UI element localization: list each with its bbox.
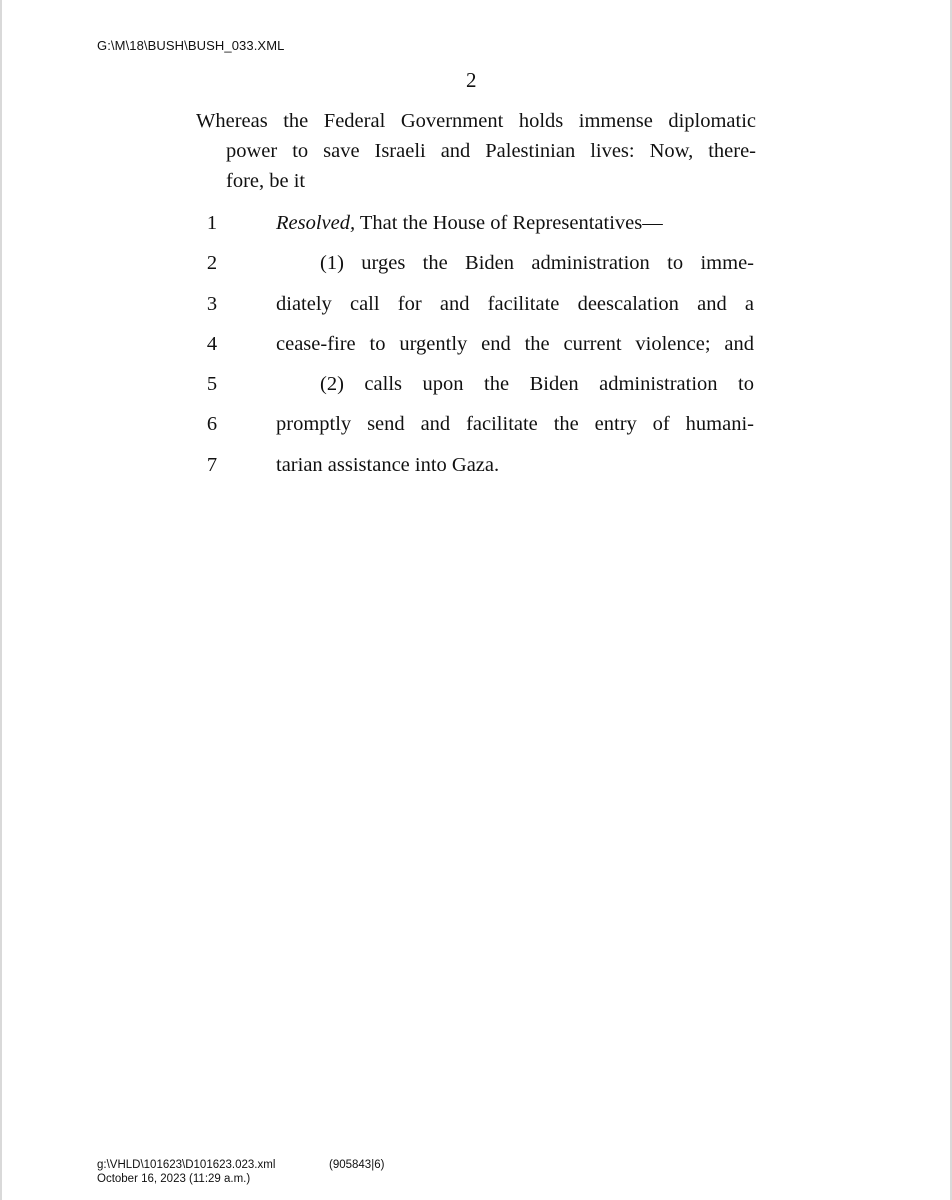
numbered-line [190, 409, 765, 449]
line-text: tarian assistance into Gaza. [276, 453, 500, 476]
document-footer [97, 1158, 384, 1186]
line-text: (2) calls upon the Biden administration to [320, 373, 754, 396]
resolved-label: Resolved, [276, 212, 356, 234]
whereas-line-1: Whereas the Federal Government holds immense diplomatic [196, 110, 756, 132]
line-text: (1) urges the Biden administration to imme- [320, 252, 754, 275]
file-path-header: G:\M\18\BUSH\BUSH_033.XML [97, 38, 285, 53]
line-number: 1 [206, 212, 218, 234]
resolved-text: That the House of Representatives— [355, 212, 663, 234]
resolution-body [190, 208, 765, 490]
line-number: 2 [206, 252, 218, 275]
line-number: 6 [206, 413, 218, 436]
line-text: diately call for and facilitate deescalation and a [276, 292, 754, 315]
whereas-clause [196, 106, 756, 196]
line-text: promptly send and facilitate the entry of humani- [276, 413, 754, 436]
numbered-line [190, 289, 765, 329]
numbered-line [190, 329, 765, 369]
line-text [276, 212, 754, 235]
line-number: 7 [206, 453, 218, 476]
line-number: 4 [206, 332, 218, 355]
footer-file-path: g:\VHLD\101623\D101623.023.xml [97, 1159, 276, 1171]
page-number: 2 [466, 68, 477, 92]
whereas-line-2: power to save Israeli and Palestinian lives: Now, there- [226, 140, 756, 162]
footer-date: October 16, 2023 (11:29 a.m.) [97, 1173, 251, 1185]
numbered-line [190, 369, 765, 409]
line-number: 3 [206, 292, 218, 315]
numbered-line [190, 248, 765, 288]
page-left-edge [0, 0, 2, 1200]
footer-code: (905843|6) [329, 1159, 385, 1171]
numbered-line [190, 208, 765, 248]
line-text: cease-fire to urgently end the current violence; and [276, 332, 754, 355]
footer-row [97, 1158, 384, 1172]
whereas-line-3: fore, be it [226, 170, 306, 192]
line-number: 5 [206, 373, 218, 396]
numbered-line [190, 450, 765, 490]
